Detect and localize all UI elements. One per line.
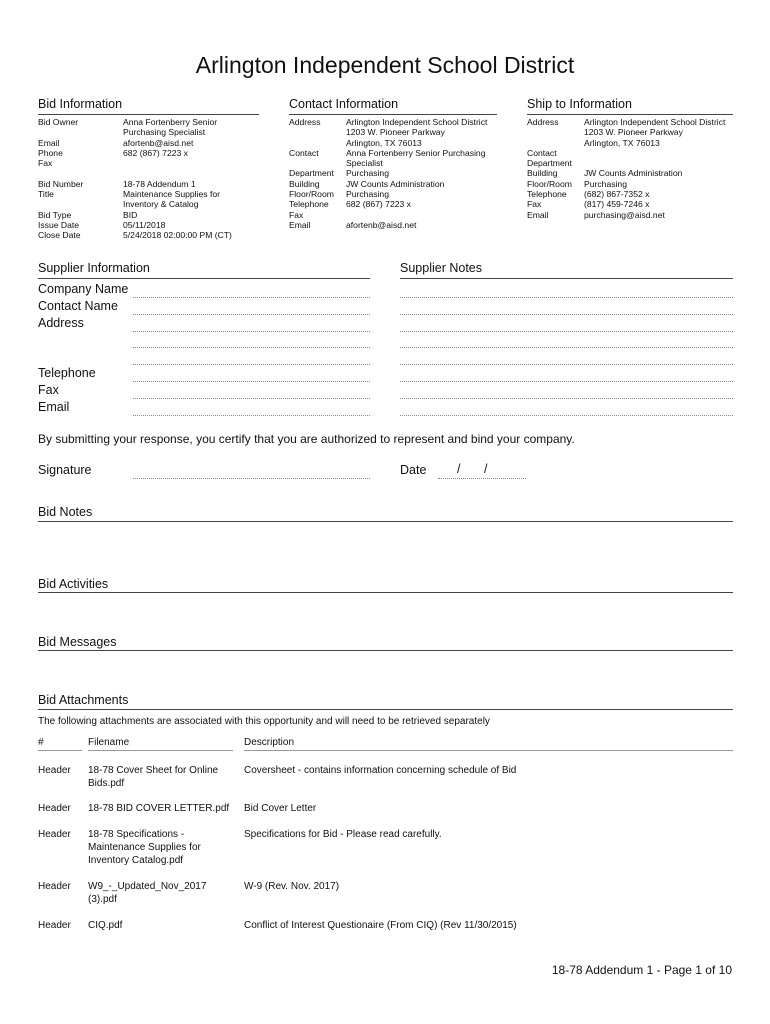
- attachment-number: Header: [38, 765, 71, 776]
- supplier-notes-line[interactable]: [400, 364, 733, 365]
- fax-label: Fax: [38, 158, 53, 169]
- ship-building-value: JW Counts Administration: [584, 168, 683, 179]
- supplier-notes-rule: [400, 278, 733, 279]
- bid-attachments-heading: Bid Attachments: [38, 693, 129, 707]
- page-title: Arlington Independent School District: [195, 52, 575, 78]
- date-label: Date: [400, 463, 427, 477]
- telephone-label-supplier: Telephone: [38, 366, 96, 380]
- bid-owner-value: Anna Fortenberry Senior: [123, 117, 218, 127]
- date-separator: /: [457, 462, 461, 476]
- supplier-notes-line[interactable]: [400, 415, 733, 416]
- floor-room-value: Purchasing: [346, 189, 389, 200]
- building-value: JW Counts Administration: [346, 178, 445, 189]
- title-label: Title: [38, 189, 54, 200]
- phone-label: Phone: [38, 147, 63, 158]
- bid-number-value: 18-78 Addendum 1: [123, 178, 196, 189]
- ship-department-value: [584, 158, 725, 168]
- contact-address-label: Address: [289, 117, 321, 127]
- contact-label: Contact: [289, 147, 319, 158]
- company-name-field[interactable]: [133, 297, 370, 298]
- supplier-notes-line[interactable]: [400, 347, 733, 348]
- ship-address-value: Arlington Independent School District: [584, 117, 726, 127]
- bid-activities-rule: [38, 592, 733, 593]
- email-label: Email: [38, 137, 60, 148]
- address-line-1-field[interactable]: [133, 331, 370, 332]
- supplier-notes-heading: Supplier Notes: [400, 261, 482, 275]
- ship-address-label: Address: [527, 117, 559, 127]
- bid-information-values: Anna Fortenberry Senior Purchasing Specialist afortenb@aisd.net 682 (867) 7223 x 18-78 Addendum 1 Maintenance Supplies for Inventory & Catalog BID 05/11/2018 5/24/2018 02:00:00 PM (CT): [123, 117, 232, 241]
- bid-attachments-rule: [38, 709, 733, 710]
- attachment-number: Header: [38, 920, 71, 931]
- attachment-filename[interactable]: 18-78 Cover Sheet for Online Bids.pdf: [88, 765, 219, 789]
- email-field[interactable]: [133, 415, 370, 416]
- ship-contact-value: [584, 148, 725, 158]
- fax-label-supplier: Fax: [38, 383, 59, 397]
- close-date-value: 5/24/2018 02:00:00 PM (CT): [123, 230, 232, 241]
- page-footer: 18-78 Addendum 1 - Page 1 of 10: [551, 963, 732, 977]
- department-value: Purchasing: [346, 168, 389, 179]
- ship-to-information-heading: Ship to Information: [527, 97, 632, 111]
- fax-value: [123, 158, 232, 168]
- ship-email-value: purchasing@aisd.net: [584, 209, 665, 220]
- contact-email-label: Email: [289, 219, 311, 230]
- attachment-description: Specifications for Bid - Please read carefully.: [244, 829, 442, 840]
- address-label: Address: [38, 316, 84, 330]
- signature-field[interactable]: [133, 478, 370, 479]
- supplier-notes-line[interactable]: [400, 398, 733, 399]
- ship-fax-label: Fax: [527, 199, 542, 210]
- department-label: Department: [289, 168, 334, 179]
- date-field[interactable]: [438, 478, 526, 479]
- supplier-information-heading: Supplier Information: [38, 261, 150, 275]
- supplier-notes-line[interactable]: [400, 381, 733, 382]
- attachment-number: Header: [38, 881, 71, 892]
- contact-email-value: afortenb@aisd.net: [346, 219, 417, 230]
- floor-room-label: Floor/Room: [289, 189, 334, 200]
- bid-number-label: Bid Number: [38, 178, 84, 189]
- address-line-3-field[interactable]: [133, 364, 370, 365]
- telephone-field[interactable]: [133, 381, 370, 382]
- contact-fax-value: [346, 210, 487, 220]
- phone-value: 682 (867) 7223 x: [123, 147, 188, 158]
- attachment-filename[interactable]: CIQ.pdf: [88, 920, 123, 931]
- ship-floor-room-label: Floor/Room: [527, 178, 572, 189]
- ship-department-label: Department: [527, 158, 572, 169]
- attachments-col-number: #: [38, 737, 44, 748]
- email-label-supplier: Email: [38, 400, 70, 414]
- contact-name-field[interactable]: [133, 314, 370, 315]
- bid-notes-heading: Bid Notes: [38, 505, 93, 519]
- title-value: Maintenance Supplies for: [123, 189, 220, 200]
- bid-type-label: Bid Type: [38, 209, 72, 220]
- attachment-description: Conflict of Interest Questionaire (From CIQ) (Rev 11/30/2015): [244, 920, 517, 931]
- attachment-number: Header: [38, 803, 71, 814]
- attachment-filename[interactable]: W9_-_Updated_Nov_2017 (3).pdf: [88, 881, 207, 905]
- bid-type-value: BID: [123, 209, 138, 220]
- signature-label: Signature: [38, 463, 92, 477]
- attachment-description: Bid Cover Letter: [244, 803, 317, 814]
- contact-information-labels: [289, 117, 334, 230]
- col-description-rule: [244, 750, 733, 751]
- bid-messages-heading: Bid Messages: [38, 635, 117, 649]
- contact-fax-label: Fax: [289, 209, 304, 220]
- attachments-col-description: Description: [244, 737, 295, 748]
- attachments-intro: The following attachments are associated with this opportunity and will need to be retrieved separately: [38, 716, 490, 727]
- supplier-notes-line[interactable]: [400, 297, 733, 298]
- contact-information-heading: Contact Information: [289, 97, 399, 111]
- telephone-label: Telephone: [289, 199, 329, 210]
- ship-to-labels: [527, 117, 572, 220]
- bid-information-labels: [38, 117, 83, 241]
- close-date-label: Close Date: [38, 230, 81, 241]
- attachment-number: Header: [38, 829, 71, 840]
- attachments-col-filename: Filename: [88, 737, 130, 748]
- ship-telephone-value: (682) 867-7352 x: [584, 189, 650, 200]
- ship-to-information-rule: [527, 114, 733, 115]
- bid-messages-rule: [38, 650, 733, 651]
- ship-fax-value: (817) 459-7246 x: [584, 199, 650, 210]
- attachment-filename[interactable]: 18-78 Specifications - Maintenance Supplies for Inventory Catalog.pdf: [88, 829, 201, 866]
- telephone-value: 682 (867) 7223 x: [346, 199, 411, 210]
- ship-telephone-label: Telephone: [527, 189, 567, 200]
- attachment-description: Coversheet - contains information concerning schedule of Bid: [244, 765, 517, 776]
- contact-name-label: Contact Name: [38, 299, 118, 313]
- attachment-description: W-9 (Rev. Nov. 2017): [244, 881, 340, 892]
- contact-information-values: Arlington Independent School District 1203 W. Pioneer Parkway Arlington, TX 76013 Anna Fortenberry Senior Purchasing Specialist Purchasing JW Counts Administration Purchasing 682 (867) 7223 x afortenb@aisd.net: [346, 117, 488, 230]
- ship-floor-room-value: Purchasing: [584, 178, 627, 189]
- supplier-information-rule: [38, 278, 370, 279]
- ship-building-label: Building: [527, 168, 558, 179]
- date-separator: /: [484, 462, 488, 476]
- contact-value: Anna Fortenberry Senior Purchasing: [346, 147, 486, 158]
- issue-date-label: Issue Date: [38, 219, 80, 230]
- bid-activities-heading: Bid Activities: [38, 577, 109, 591]
- issue-date-value: 05/11/2018: [123, 219, 166, 230]
- company-name-label: Company Name: [38, 282, 129, 296]
- supplier-notes-line[interactable]: [400, 331, 733, 332]
- col-number-rule: [38, 750, 82, 751]
- fax-field[interactable]: [133, 398, 370, 399]
- ship-email-label: Email: [527, 209, 549, 220]
- contact-address-value: Arlington Independent School District: [346, 117, 488, 127]
- col-filename-rule: [88, 750, 233, 751]
- bid-owner-label: Bid Owner: [38, 117, 79, 127]
- bid-information-heading: Bid Information: [38, 97, 123, 111]
- bid-information-rule: [38, 114, 259, 115]
- building-label: Building: [289, 178, 320, 189]
- attachment-filename[interactable]: 18-78 BID COVER LETTER.pdf: [88, 803, 230, 814]
- bid-notes-rule: [38, 521, 733, 522]
- certification-statement: By submitting your response, you certify that you are authorized to represent and bind your company.: [38, 432, 575, 446]
- ship-to-values: Arlington Independent School District 1203 W. Pioneer Parkway Arlington, TX 76013 JW Counts Administration Purchasing (682) 867-7352 x (817) 459-7246 x purchasing@aisd.net: [584, 117, 726, 220]
- ship-contact-label: Contact: [527, 147, 557, 158]
- address-line-2-field[interactable]: [133, 347, 370, 348]
- supplier-notes-line[interactable]: [400, 314, 733, 315]
- email-value: afortenb@aisd.net: [123, 137, 194, 148]
- contact-information-rule: [289, 114, 497, 115]
